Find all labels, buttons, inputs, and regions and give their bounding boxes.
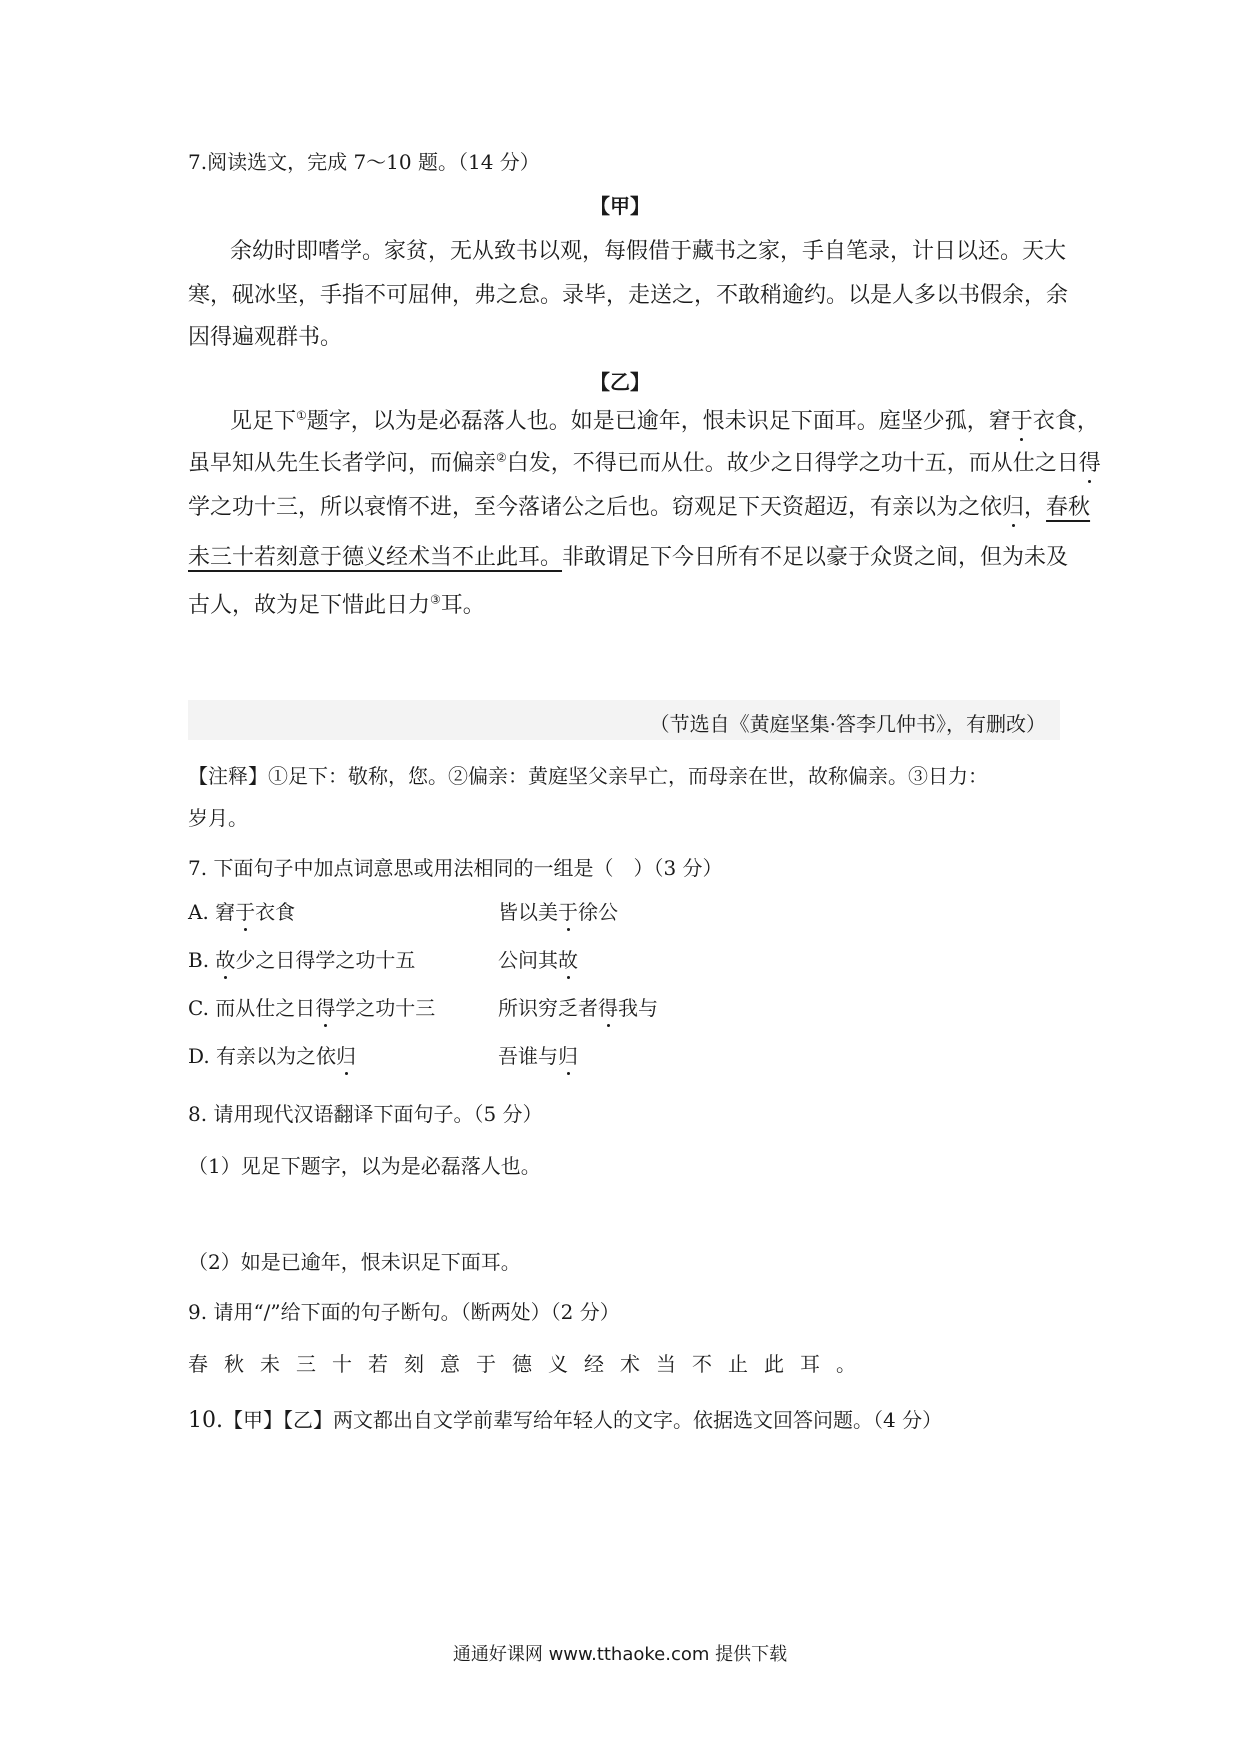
passage-a-line-3: 因得遍观群书。 [188,325,343,350]
passage-b-line-1: 见足下①题字，以为是必磊落人也。如是已逾年，恨未识足下面耳。庭坚少孤，窘于衣食， [230,408,1099,434]
passage-b-line-3: 学之功十三，所以衰惰不进，至今落诸公之后也。窃观足下天资超迈，有亲以为之依归，春秋 [188,495,1091,520]
intro-text: 7.阅读选文，完成 7～10 题。（14 分） [188,150,540,174]
q7-option-c: C. 而从仕之日得学之功十三 所识穷乏者得我与 [188,996,658,1020]
q10-question [188,1404,942,1433]
passage-b-line-5: 古人，故为足下惜此日力③耳。 [188,592,485,618]
footnote-marker-2: ② [496,450,507,465]
footnote-marker-1: ① [296,408,307,423]
q7-option-d: D. 有亲以为之依归 吾谁与归 [188,1044,578,1068]
q7-stem: 7. 下面句子中加点词意思或用法相同的一组是（ ）（3 分） [188,856,723,880]
passage-a-line-1: 余幼时即嗜学。家贫，无从致书以观，每假借于藏书之家，手自笔录，计日以还。天大 [230,239,1067,264]
dotted-word: 归 [1002,495,1025,520]
underlined-sentence: 未三十若刻意于德义经术当不止此耳。 [188,545,563,570]
q10-number: 10. [188,1408,223,1433]
passage-a-heading: 【甲】 [590,194,650,218]
footer-watermark: 通通好课网 www.tthaoke.com 提供下载 [452,1644,788,1665]
q8-item-1: （1）见足下题字，以为是必磊落人也。 [188,1154,541,1178]
q7-option-a: A. 窘于衣食 皆以美于徐公 [188,900,618,924]
passage-b-heading: 【乙】 [590,370,650,394]
passage-b-line-2: 虽早知从先生长者学问，而偏亲②白发，不得已而从仕。故少之日得学之功十五，而从仕之日得 [188,450,1101,476]
underlined-sentence-start: 春秋 [1046,495,1091,520]
q8-stem: 8. 请用现代汉语翻译下面句子。（5 分） [188,1102,543,1126]
q8-item-2: （2）如是已逾年，恨未识足下面耳。 [188,1250,521,1274]
dotted-word: 得 [1078,451,1101,476]
q7-option-b: B. 故少之日得学之功十五 公问其故 [188,948,578,972]
q9-sentence: 春秋未三十若刻意于德义经术当不止此耳。 [188,1352,872,1376]
notes-line-1: 【注释】①足下：敬称，您。②偏亲：黄庭坚父亲早亡，而母亲在世，故称偏亲。③日力： [188,764,988,788]
notes-line-2: 岁月。 [188,806,248,830]
footnote-marker-3: ③ [430,592,441,607]
source-citation: （节选自《黄庭坚集·答李几仲书》，有删改） [649,712,1046,736]
dotted-word: 于 [1010,409,1033,434]
q9-stem: 9. 请用“/”给下面的句子断句。（断两处）（2 分） [188,1300,620,1324]
passage-b-line-4: 未三十若刻意于德义经术当不止此耳。非敢谓足下今日所有不足以豪于众贤之间，但为未及 [188,545,1069,570]
passage-a-line-2: 寒，砚冰坚，手指不可屈伸，弗之怠。录毕，走送之，不敢稍逾约。以是人多以书假余，余 [188,283,1069,308]
q10-stem: 【甲】【乙】两文都出自文学前辈写给年轻人的文字。依据选文回答问题。（4 分） [223,1408,943,1432]
